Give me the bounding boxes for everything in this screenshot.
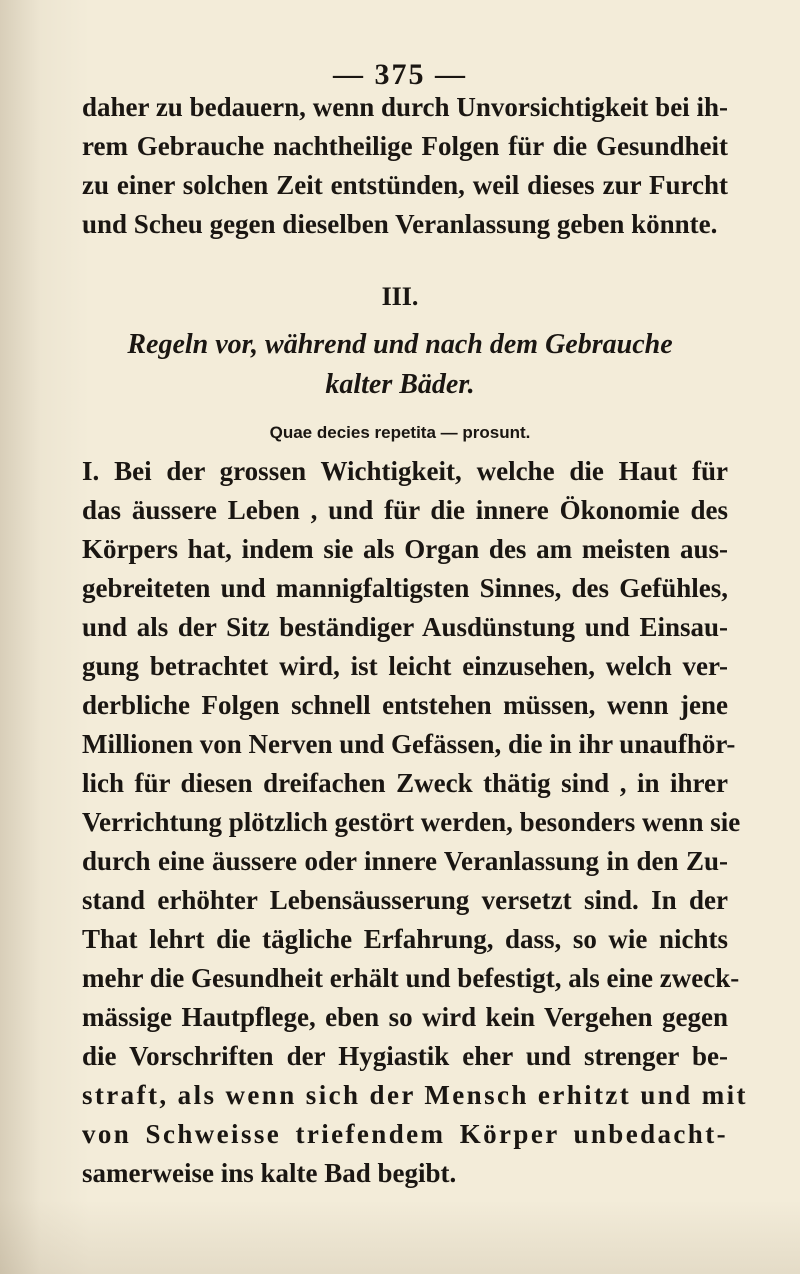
text-line: rem Gebrauche nachtheilige Folgen für die Gesundheit — [82, 131, 728, 161]
text-line: Verrichtung plötzlich gestört werden, besonders wenn sie — [82, 807, 741, 837]
intro-paragraph — [82, 88, 728, 244]
text-line: derbliche Folgen schnell entstehen müssen, wenn jene — [82, 690, 728, 720]
text-line: daher zu bedauern, wenn durch Unvorsichtigkeit bei ih- — [82, 92, 728, 122]
text-line: gung betrachtet wird, ist leicht einzusehen, welch ver- — [82, 651, 728, 681]
section-number: III. — [381, 282, 419, 311]
text-line: und Scheu gegen dieselben Veranlassung geben könnte. — [82, 209, 718, 239]
text-line: samerweise ins kalte Bad begibt. — [82, 1158, 457, 1188]
text-line: lich für diesen dreifachen Zweck thätig sind , in ihrer — [82, 768, 728, 798]
text-line: durch eine äussere oder innere Veranlassung in den Zu- — [82, 846, 728, 876]
text-line: That lehrt die tägliche Erfahrung, dass, so wie nichts — [82, 924, 728, 954]
text-line: zu einer solchen Zeit entstünden, weil dieses zur Furcht — [82, 170, 728, 200]
text-line: straft, als wenn sich der Mensch erhitzt und mit — [82, 1080, 748, 1110]
text-line: und als der Sitz beständiger Ausdünstung und Einsau- — [82, 612, 728, 642]
main-paragraph — [82, 452, 748, 1193]
text-line: das äussere Leben , und für die innere Ökonomie des — [82, 495, 728, 525]
section-title — [0, 325, 800, 405]
text-line: Millionen von Nerven und Gefässen, die in ihr unaufhör- — [82, 729, 736, 759]
section-title-line: kalter Bäder. — [325, 369, 475, 400]
text-line: stand erhöhter Lebensäusserung versetzt sind. In der — [82, 885, 728, 915]
text-line: die Vorschriften der Hygiastik eher und strenger be- — [82, 1041, 728, 1071]
text-line: mässige Hautpflege, eben so wird kein Vergehen gegen — [82, 1002, 728, 1032]
text-line: mehr die Gesundheit erhält und befestigt, als eine zweck- — [82, 963, 740, 993]
section-title-line: Regeln vor, während und nach dem Gebrauche — [127, 329, 673, 360]
section-motto: Quae decies repetita — prosunt. — [269, 423, 531, 442]
text-line: gebreiteten und mannigfaltigsten Sinnes, des Gefühles, — [82, 573, 728, 603]
page-number: — 375 — — [333, 58, 467, 91]
text-line: I. Bei der grossen Wichtigkeit, welche die Haut für — [82, 456, 728, 486]
text-line: Körpers hat, indem sie als Organ des am meisten aus- — [82, 534, 728, 564]
text-line: von Schweisse triefendem Körper unbedacht- — [82, 1119, 728, 1149]
